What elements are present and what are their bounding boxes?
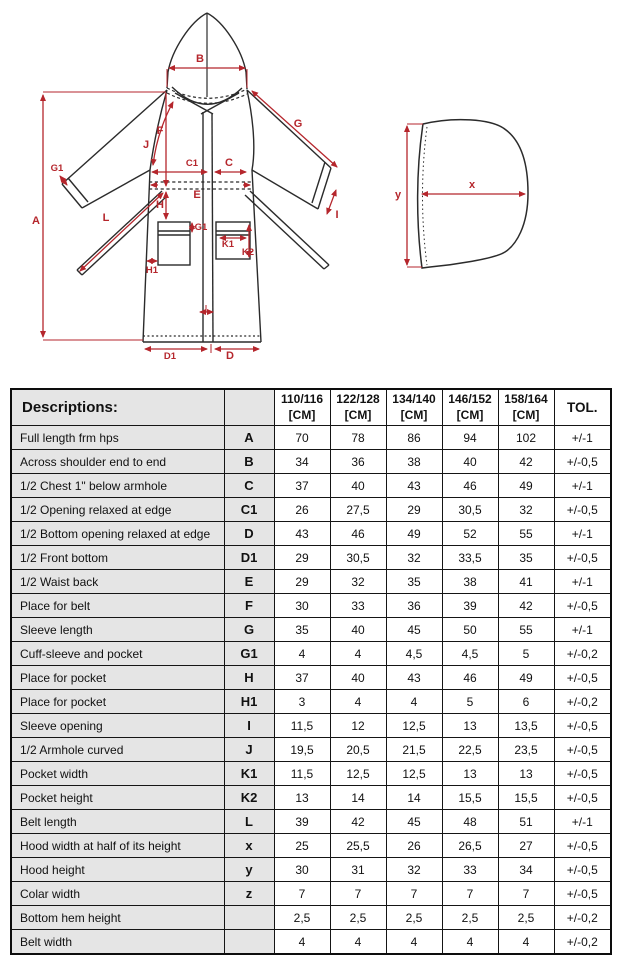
value-cell: 43 <box>386 666 442 690</box>
value-cell: 11,5 <box>274 714 330 738</box>
value-cell: 37 <box>274 474 330 498</box>
dim-label-f: F <box>156 125 164 137</box>
value-cell: 4,5 <box>386 642 442 666</box>
tolerance-cell: +/-1 <box>554 810 611 834</box>
value-cell: 13 <box>442 762 498 786</box>
value-cell: 13 <box>498 762 554 786</box>
value-cell: 4,5 <box>442 642 498 666</box>
dim-label-i: I <box>335 209 339 221</box>
value-cell: 70 <box>274 426 330 450</box>
tolerance-cell: +/-0,5 <box>554 498 611 522</box>
hood-outline <box>167 13 207 88</box>
dim-label-e: E <box>193 189 201 201</box>
table-row <box>11 810 611 834</box>
value-cell: 4 <box>330 690 386 714</box>
table-row <box>11 522 611 546</box>
value-cell: 23,5 <box>498 738 554 762</box>
value-cell: 78 <box>330 426 386 450</box>
description-cell: Hood width at half of its height <box>11 834 224 858</box>
size-label: 158/164 <box>504 391 548 406</box>
value-cell: 33,5 <box>442 546 498 570</box>
body-left-edge <box>143 90 167 342</box>
description-cell: Hood height <box>11 858 224 882</box>
value-cell: 86 <box>386 426 442 450</box>
value-cell: 35 <box>498 546 554 570</box>
value-cell: 29 <box>274 546 330 570</box>
tolerance-cell: +/-0,2 <box>554 930 611 955</box>
letter-cell: K1 <box>224 762 274 786</box>
description-cell: Colar width <box>11 882 224 906</box>
value-cell: 43 <box>386 474 442 498</box>
description-cell: Belt length <box>11 810 224 834</box>
value-cell: 36 <box>330 450 386 474</box>
letter-cell: J <box>224 738 274 762</box>
tolerance-header: TOL. <box>554 389 611 426</box>
dim-label-g1-pocket: G1 <box>194 222 208 233</box>
table-row <box>11 594 611 618</box>
value-cell: 4 <box>386 930 442 955</box>
description-cell: Place for pocket <box>11 666 224 690</box>
dim-label-x: x <box>468 179 476 191</box>
value-cell: 2,5 <box>386 906 442 930</box>
body-right-edge <box>247 90 261 342</box>
belt-tie-right <box>245 191 329 269</box>
dim-label-a: A <box>32 215 40 227</box>
value-cell: 43 <box>274 522 330 546</box>
size-table-header <box>11 389 611 426</box>
dim-label-y: y <box>394 189 402 201</box>
table-row <box>11 834 611 858</box>
dim-label-b: B <box>196 53 204 65</box>
description-cell: 1/2 Waist back <box>11 570 224 594</box>
letter-cell: G <box>224 618 274 642</box>
pocket-left <box>158 222 190 265</box>
size-table-body <box>11 426 611 955</box>
value-cell: 4 <box>386 690 442 714</box>
value-cell: 21,5 <box>386 738 442 762</box>
table-row <box>11 930 611 955</box>
value-cell: 13,5 <box>498 714 554 738</box>
dim-label-k2: K2 <box>241 247 255 258</box>
tolerance-cell: +/-1 <box>554 522 611 546</box>
table-row <box>11 762 611 786</box>
letter-cell: G1 <box>224 642 274 666</box>
letter-cell: C <box>224 474 274 498</box>
value-cell: 27,5 <box>330 498 386 522</box>
value-cell: 4 <box>498 930 554 955</box>
letter-cell: C1 <box>224 498 274 522</box>
value-cell: 51 <box>498 810 554 834</box>
size-label: 110/116 <box>280 391 324 406</box>
description-cell: 1/2 Bottom opening relaxed at edge <box>11 522 224 546</box>
value-cell: 4 <box>274 930 330 955</box>
letter-cell: E <box>224 570 274 594</box>
tolerance-cell: +/-0,5 <box>554 666 611 690</box>
value-cell: 94 <box>442 426 498 450</box>
dim-label-g: G <box>293 118 303 130</box>
description-cell: Bottom hem height <box>11 906 224 930</box>
letter-cell: D1 <box>224 546 274 570</box>
table-row <box>11 882 611 906</box>
value-cell: 2,5 <box>274 906 330 930</box>
unit-label: [CM] <box>456 407 484 422</box>
value-cell: 15,5 <box>442 786 498 810</box>
value-cell: 30,5 <box>442 498 498 522</box>
value-cell: 49 <box>498 666 554 690</box>
size-header-158-164 <box>498 389 554 426</box>
letter-cell <box>224 930 274 955</box>
value-cell: 40 <box>442 450 498 474</box>
dim-label-d1: D1 <box>163 351 177 362</box>
value-cell: 19,5 <box>274 738 330 762</box>
tolerance-cell: +/-1 <box>554 426 611 450</box>
value-cell: 30,5 <box>330 546 386 570</box>
table-row <box>11 426 611 450</box>
value-cell: 22,5 <box>442 738 498 762</box>
table-row <box>11 570 611 594</box>
description-cell: Sleeve opening <box>11 714 224 738</box>
value-cell: 49 <box>498 474 554 498</box>
tolerance-cell: +/-0,5 <box>554 714 611 738</box>
letter-cell: K2 <box>224 786 274 810</box>
value-cell: 12,5 <box>386 762 442 786</box>
table-row <box>11 906 611 930</box>
value-cell: 13 <box>442 714 498 738</box>
value-cell: 13 <box>274 786 330 810</box>
table-row <box>11 546 611 570</box>
value-cell: 40 <box>330 474 386 498</box>
description-cell: Pocket height <box>11 786 224 810</box>
value-cell: 48 <box>442 810 498 834</box>
size-header-110-116 <box>274 389 330 426</box>
value-cell: 42 <box>498 594 554 618</box>
unit-label: [CM] <box>344 407 372 422</box>
dim-label-h1: H1 <box>145 265 159 276</box>
value-cell: 38 <box>386 450 442 474</box>
value-cell: 15,5 <box>498 786 554 810</box>
table-row <box>11 618 611 642</box>
tolerance-cell: +/-1 <box>554 474 611 498</box>
value-cell: 32 <box>386 858 442 882</box>
value-cell: 2,5 <box>498 906 554 930</box>
tolerance-cell: +/-0,5 <box>554 834 611 858</box>
value-cell: 38 <box>442 570 498 594</box>
value-cell: 4 <box>274 642 330 666</box>
value-cell: 2,5 <box>330 906 386 930</box>
value-cell: 11,5 <box>274 762 330 786</box>
dim-label-c1: C1 <box>185 158 199 169</box>
letter-cell: A <box>224 426 274 450</box>
value-cell: 35 <box>274 618 330 642</box>
value-cell: 27 <box>498 834 554 858</box>
value-cell: 12,5 <box>386 714 442 738</box>
value-cell: 25 <box>274 834 330 858</box>
value-cell: 26,5 <box>442 834 498 858</box>
size-header-134-140 <box>386 389 442 426</box>
value-cell: 4 <box>330 642 386 666</box>
tolerance-cell: +/-0,5 <box>554 738 611 762</box>
value-cell: 45 <box>386 810 442 834</box>
letter-cell: F <box>224 594 274 618</box>
value-cell: 49 <box>386 522 442 546</box>
table-row <box>11 738 611 762</box>
description-cell: 1/2 Opening relaxed at edge <box>11 498 224 522</box>
letter-cell: H1 <box>224 690 274 714</box>
dim-label-h: H <box>156 199 164 211</box>
value-cell: 35 <box>386 570 442 594</box>
value-cell: 31 <box>330 858 386 882</box>
table-row <box>11 714 611 738</box>
value-cell: 41 <box>498 570 554 594</box>
table-row <box>11 786 611 810</box>
table-row <box>11 450 611 474</box>
table-row <box>11 642 611 666</box>
value-cell: 45 <box>386 618 442 642</box>
value-cell: 7 <box>498 882 554 906</box>
dim-label-c: C <box>225 157 233 169</box>
dimension-lines <box>43 68 337 353</box>
description-cell: Across shoulder end to end <box>11 450 224 474</box>
value-cell: 14 <box>330 786 386 810</box>
tolerance-cell: +/-0,5 <box>554 882 611 906</box>
table-row <box>11 666 611 690</box>
value-cell: 5 <box>442 690 498 714</box>
letter-cell: I <box>224 714 274 738</box>
description-cell: 1/2 Front bottom <box>11 546 224 570</box>
size-header-146-152 <box>442 389 498 426</box>
value-cell: 32 <box>386 546 442 570</box>
value-cell: 7 <box>330 882 386 906</box>
value-cell: 55 <box>498 522 554 546</box>
value-cell: 37 <box>274 666 330 690</box>
value-cell: 46 <box>442 666 498 690</box>
tolerance-cell: +/-0,2 <box>554 690 611 714</box>
value-cell: 6 <box>498 690 554 714</box>
value-cell: 39 <box>274 810 330 834</box>
size-table <box>10 388 612 955</box>
value-cell: 4 <box>330 930 386 955</box>
table-row <box>11 690 611 714</box>
value-cell: 46 <box>442 474 498 498</box>
dim-label-l: L <box>102 212 110 224</box>
value-cell: 7 <box>442 882 498 906</box>
value-cell: 40 <box>330 666 386 690</box>
letter-cell: D <box>224 522 274 546</box>
dim-label-j: J <box>142 139 150 151</box>
letter-cell: B <box>224 450 274 474</box>
value-cell: 42 <box>330 810 386 834</box>
value-cell: 34 <box>498 858 554 882</box>
value-cell: 29 <box>386 498 442 522</box>
letter-column-header <box>224 389 274 426</box>
description-cell: Full length frm hps <box>11 426 224 450</box>
dim-label-d: D <box>226 350 234 362</box>
value-cell: 30 <box>274 594 330 618</box>
letter-cell: L <box>224 810 274 834</box>
value-cell: 2,5 <box>442 906 498 930</box>
technical-drawing <box>0 0 620 381</box>
tolerance-cell: +/-0,5 <box>554 594 611 618</box>
value-cell: 4 <box>442 930 498 955</box>
value-cell: 34 <box>274 450 330 474</box>
table-row <box>11 474 611 498</box>
letter-cell: H <box>224 666 274 690</box>
header-row <box>11 389 611 426</box>
dim-label-k1: K1 <box>221 239 235 250</box>
tolerance-cell: +/-0,5 <box>554 762 611 786</box>
value-cell: 36 <box>386 594 442 618</box>
value-cell: 32 <box>498 498 554 522</box>
letter-cell <box>224 906 274 930</box>
value-cell: 39 <box>442 594 498 618</box>
value-cell: 26 <box>274 498 330 522</box>
letter-cell: y <box>224 858 274 882</box>
value-cell: 7 <box>386 882 442 906</box>
value-cell: 12,5 <box>330 762 386 786</box>
value-cell: 3 <box>274 690 330 714</box>
value-cell: 52 <box>442 522 498 546</box>
value-cell: 46 <box>330 522 386 546</box>
value-cell: 29 <box>274 570 330 594</box>
letter-cell: z <box>224 882 274 906</box>
value-cell: 40 <box>330 618 386 642</box>
size-header-122-128 <box>330 389 386 426</box>
unit-label: [CM] <box>288 407 316 422</box>
description-cell: 1/2 Chest 1" below armhole <box>11 474 224 498</box>
descriptions-header: Descriptions: <box>11 389 224 426</box>
tolerance-cell: +/-0,5 <box>554 450 611 474</box>
value-cell: 12 <box>330 714 386 738</box>
size-label: 146/152 <box>448 391 492 406</box>
value-cell: 14 <box>386 786 442 810</box>
description-cell: Place for pocket <box>11 690 224 714</box>
tolerance-cell: +/-0,5 <box>554 786 611 810</box>
description-cell: Cuff-sleeve and pocket <box>11 642 224 666</box>
value-cell: 26 <box>386 834 442 858</box>
value-cell: 20,5 <box>330 738 386 762</box>
letter-cell: x <box>224 834 274 858</box>
tolerance-cell: +/-0,2 <box>554 642 611 666</box>
table-row <box>11 858 611 882</box>
value-cell: 55 <box>498 618 554 642</box>
value-cell: 32 <box>330 570 386 594</box>
value-cell: 33 <box>330 594 386 618</box>
size-label: 134/140 <box>392 391 436 406</box>
value-cell: 25,5 <box>330 834 386 858</box>
tolerance-cell: +/-0,2 <box>554 906 611 930</box>
description-cell: 1/2 Armhole curved <box>11 738 224 762</box>
value-cell: 42 <box>498 450 554 474</box>
tolerance-cell: +/-0,5 <box>554 546 611 570</box>
value-cell: 50 <box>442 618 498 642</box>
tolerance-cell: +/-1 <box>554 570 611 594</box>
value-cell: 33 <box>442 858 498 882</box>
description-cell: Place for belt <box>11 594 224 618</box>
dim-label-g1-cuff: G1 <box>50 163 64 174</box>
table-row <box>11 498 611 522</box>
value-cell: 30 <box>274 858 330 882</box>
tolerance-cell: +/-0,5 <box>554 858 611 882</box>
unit-label: [CM] <box>400 407 428 422</box>
size-label: 122/128 <box>336 391 380 406</box>
description-cell: Belt width <box>11 930 224 955</box>
value-cell: 7 <box>274 882 330 906</box>
description-cell: Sleeve length <box>11 618 224 642</box>
value-cell: 5 <box>498 642 554 666</box>
unit-label: [CM] <box>512 407 540 422</box>
tolerance-cell: +/-1 <box>554 618 611 642</box>
value-cell: 102 <box>498 426 554 450</box>
description-cell: Pocket width <box>11 762 224 786</box>
